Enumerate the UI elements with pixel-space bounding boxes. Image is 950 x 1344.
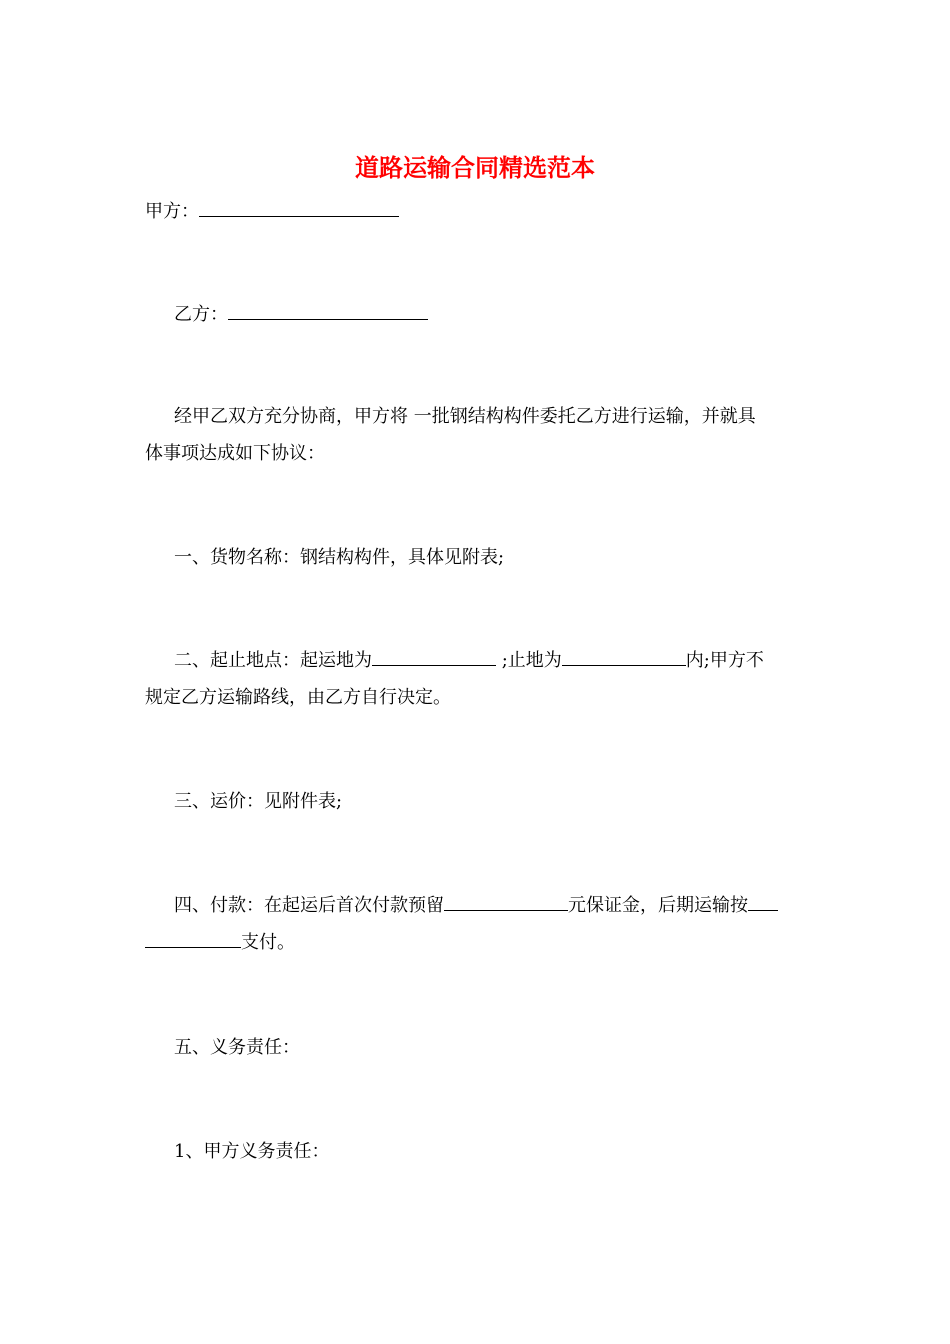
party-a-blank (199, 196, 399, 217)
clause-4-prefix: 四、付款：在起运后首次付款预留 (174, 895, 444, 916)
clause-4-line-2 (145, 925, 805, 961)
clause-2-line-1 (174, 643, 834, 679)
clause-2-suffix: 内;甲方不 (685, 650, 764, 671)
clause-2-prefix: 二、起止地点：起运地为 (174, 650, 372, 671)
intro-line-2: 体事项达成如下协议： (145, 443, 325, 464)
intro-line-1: 经甲乙双方充分协商，甲方将 一批钢结构构件委托乙方进行运输，并就具 (174, 406, 756, 427)
party-b-label: 乙方： (174, 304, 228, 325)
clause-5: 五、义务责任： (174, 1037, 300, 1058)
clause-4-line-2-suffix: 支付。 (241, 932, 295, 953)
party-a-label: 甲方： (145, 201, 199, 222)
payment-blank-start (748, 890, 778, 911)
party-a-line (145, 194, 805, 230)
party-b-blank (228, 299, 428, 320)
clause-4-mid: 元保证金，后期运输按 (568, 895, 748, 916)
clause-4-line-1 (174, 888, 834, 924)
party-b-line (174, 297, 834, 333)
deposit-blank (444, 890, 568, 911)
sub-clause-1: 1、甲方义务责任： (174, 1141, 330, 1162)
clause-3: 三、运价：见附件表; (174, 791, 343, 812)
destination-blank (562, 645, 686, 666)
clause-1: 一、货物名称：钢结构构件，具体见附表; (174, 547, 505, 568)
clause-2-mid: ;止地为 (496, 650, 562, 671)
payment-blank-end (145, 927, 241, 948)
clause-2-line-2: 规定乙方运输路线，由乙方自行决定。 (145, 687, 451, 708)
document-title: 道路运输合同精选范本 (355, 153, 595, 182)
origin-blank (372, 645, 496, 666)
